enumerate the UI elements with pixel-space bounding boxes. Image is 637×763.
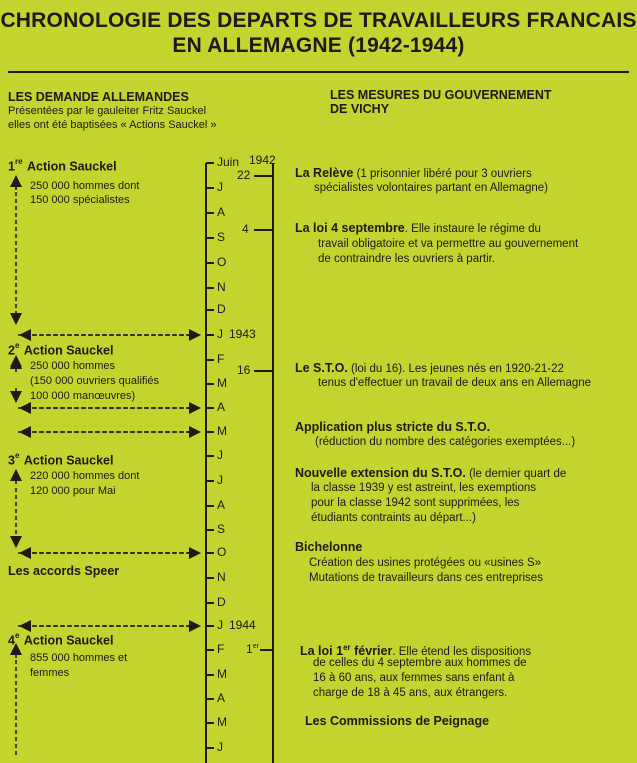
month-label: S bbox=[217, 522, 226, 536]
action-4-line: femmes bbox=[30, 667, 70, 679]
title-line-1: CHRONOLOGIE DES DEPARTS DE TRAVAILLEURS FRANCAIS bbox=[0, 9, 637, 32]
action-3-line: 220 000 hommes dont bbox=[30, 470, 140, 482]
action-1-title: 1re Action Sauckel bbox=[8, 157, 117, 174]
measure-sto: Le S.T.O. (loi du 16). Les jeunes nés en 1920-21-22 bbox=[295, 361, 564, 375]
month-label: M bbox=[217, 667, 227, 681]
month-label: F bbox=[217, 642, 225, 656]
month-label: S bbox=[217, 230, 226, 244]
month-label: J bbox=[217, 180, 223, 194]
date-label: 4 bbox=[242, 222, 249, 236]
month-label: A bbox=[217, 498, 226, 512]
measure-bichelonne: Bichelonne bbox=[295, 540, 363, 554]
month-label: J bbox=[217, 740, 223, 754]
measure-extension-line: étudiants contraints au départ...) bbox=[311, 512, 476, 524]
action-4-line: 855 000 hommes et bbox=[30, 652, 128, 664]
action-1-line: 250 000 hommes dont bbox=[30, 180, 140, 192]
date-label: 16 bbox=[237, 363, 251, 377]
month-label: J bbox=[217, 473, 223, 487]
month-label: J bbox=[217, 327, 223, 341]
month-label: D bbox=[217, 302, 226, 316]
measure-application-line: (réduction du nombre des catégories exemptées...) bbox=[315, 436, 576, 448]
year-label: 1944 bbox=[229, 618, 256, 632]
month-label: Juin bbox=[217, 155, 240, 169]
date-ticks bbox=[254, 176, 273, 650]
action-1-line: 150 000 spécialistes bbox=[30, 194, 130, 206]
action-3-title: 3e Action Sauckel bbox=[8, 451, 114, 468]
measure-bichelonne-line: Mutations de travailleurs dans ces entreprises bbox=[309, 572, 543, 584]
month-label: M bbox=[217, 424, 227, 438]
right-header-line-1: LES MESURES DU GOUVERNEMENT bbox=[330, 88, 552, 102]
measure-sto-line: tenus d'effectuer un travail de deux ans en Allemagne bbox=[318, 377, 592, 389]
measure-loi1-line: de celles du 4 septembre aux hommes de bbox=[313, 657, 527, 669]
measure-loi1-line: charge de 18 à 45 ans, aux étrangers. bbox=[313, 687, 508, 699]
measure-loi1-line: 16 à 60 ans, aux femmes sans enfant à bbox=[313, 672, 515, 684]
month-label: F bbox=[217, 352, 225, 366]
measure-loi-4-septembre: La loi 4 septembre. Elle instaure le régime du bbox=[295, 221, 541, 235]
measure-releve-line: spécialistes volontaires partant en Allemagne) bbox=[314, 182, 548, 194]
month-label: M bbox=[217, 715, 227, 729]
action-4-title: 4e Action Sauckel bbox=[8, 631, 114, 648]
month-label: J bbox=[217, 448, 223, 462]
measure-bichelonne-line: Création des usines protégées ou «usines S» bbox=[309, 557, 542, 569]
left-header-line-1: Présentées par le gauleiter Fritz Sauckel bbox=[8, 105, 207, 117]
action-2-line: (150 000 ouvriers qualifiés bbox=[30, 375, 160, 387]
month-label: N bbox=[217, 280, 226, 294]
month-ticks bbox=[206, 163, 214, 748]
measure-loi4-line: de contraindre les ouvriers à partir. bbox=[318, 253, 496, 265]
month-label: N bbox=[217, 570, 226, 584]
action-3-line: 120 000 pour Mai bbox=[30, 485, 116, 497]
measure-commissions: Les Commissions de Peignage bbox=[305, 714, 490, 728]
left-header-line-2: elles ont été baptisées « Actions Sauckel » bbox=[8, 119, 217, 131]
month-label: J bbox=[217, 618, 223, 632]
year-label: 1942 bbox=[249, 153, 276, 167]
month-label: A bbox=[217, 400, 226, 414]
right-header-line-2: DE VICHY bbox=[330, 102, 390, 116]
month-label: M bbox=[217, 376, 227, 390]
year-label: 1943 bbox=[229, 327, 256, 341]
month-label: D bbox=[217, 595, 226, 609]
action-2-line: 250 000 hommes bbox=[30, 360, 115, 372]
month-label: A bbox=[217, 691, 226, 705]
left-header-title: LES DEMANDE ALLEMANDES bbox=[8, 90, 189, 104]
action-2-title: 2e Action Sauckel bbox=[8, 341, 114, 358]
measure-extension: Nouvelle extension du S.T.O. (le dernier quart de bbox=[295, 466, 567, 480]
measure-extension-line: pour la classe 1942 sont supprimées, les bbox=[311, 497, 520, 509]
month-label: A bbox=[217, 205, 226, 219]
measure-application: Application plus stricte du S.T.O. bbox=[295, 420, 491, 434]
date-label: 1er bbox=[246, 642, 259, 656]
measure-loi4-line: travail obligatoire et va permettre au gouvernement bbox=[318, 238, 579, 250]
measure-loi-1er-fevrier: La loi 1er février. Elle étend les dispositions bbox=[300, 643, 532, 658]
date-label: 22 bbox=[237, 168, 251, 182]
title-line-2: EN ALLEMAGNE (1942-1944) bbox=[172, 34, 465, 57]
measure-extension-line: la classe 1939 y est astreint, les exemptions bbox=[311, 482, 537, 494]
month-label: O bbox=[217, 255, 227, 269]
speer-label: Les accords Speer bbox=[8, 564, 120, 578]
measure-releve: La Relève (1 prisonnier libéré pour 3 ouvriers bbox=[295, 166, 532, 180]
action-2-line: 100 000 manœuvres) bbox=[30, 390, 136, 402]
month-label: O bbox=[217, 545, 227, 559]
